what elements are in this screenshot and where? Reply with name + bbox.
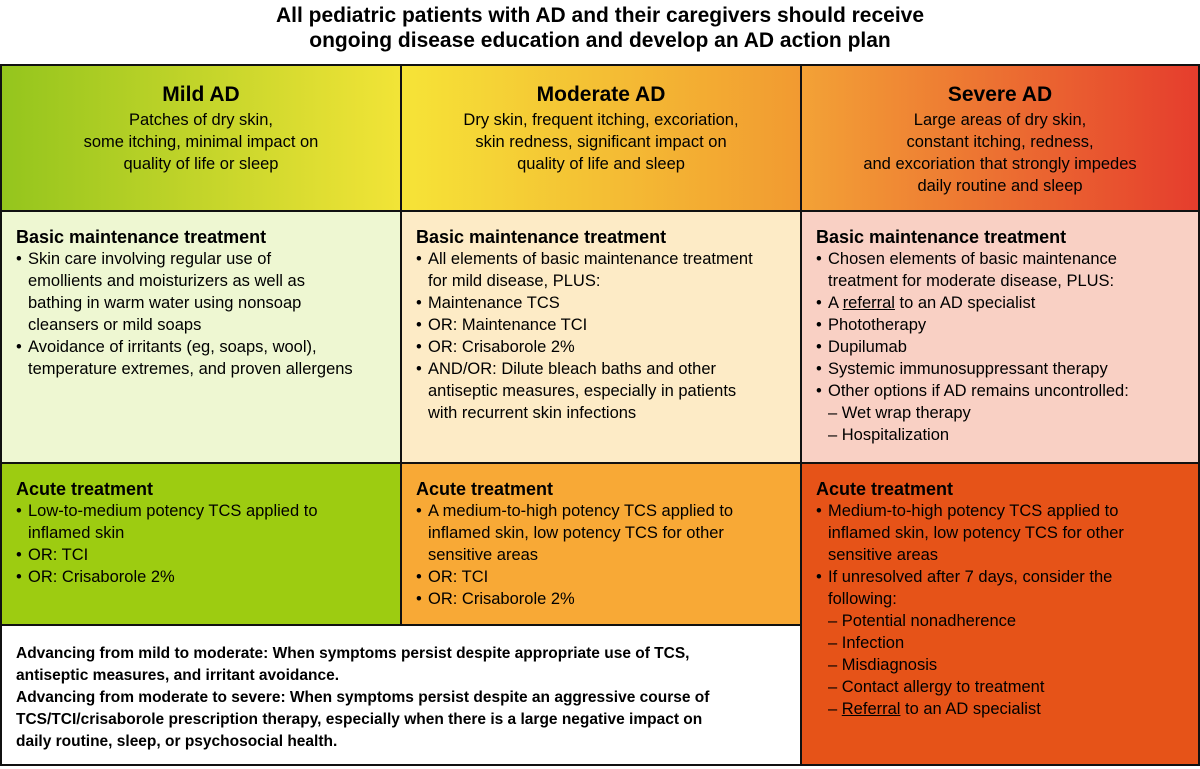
- referral-link: Referral: [841, 700, 901, 718]
- severe-heading: Severe AD: [947, 83, 1053, 106]
- moderate-maintenance-line: with recurrent skin infections: [428, 404, 637, 422]
- moderate-maintenance-list: [416, 248, 788, 424]
- severe-acute-line: following:: [828, 590, 897, 608]
- moderate-description-line: skin redness, significant impact on: [475, 133, 727, 151]
- page-title: [0, 3, 1200, 53]
- severe-acute-line: • If unresolved after 7 days, consider the: [828, 568, 1113, 586]
- moderate-acute-title: Acute treatment: [416, 479, 554, 499]
- mild-acute-line: • OR: TCI: [28, 546, 89, 564]
- mild-acute-list: [16, 500, 388, 588]
- severe-maintenance-line: • Chosen elements of basic maintenance: [828, 250, 1117, 268]
- mild-description-line: Patches of dry skin,: [129, 111, 273, 129]
- mild-acute-cell: [0, 462, 402, 626]
- moderate-maintenance-item: [416, 292, 788, 314]
- severe-acute-item: [816, 676, 1186, 698]
- severe-acute-item: [816, 698, 1186, 720]
- mild-maintenance-line: temperature extremes, and proven allergens: [28, 360, 353, 378]
- mild-acute-title: Acute treatment: [16, 479, 154, 499]
- moderate-maintenance-cell: [400, 210, 802, 464]
- moderate-description-line: Dry skin, frequent itching, excoriation,: [463, 111, 739, 129]
- severe-acute-item: [816, 566, 1186, 610]
- severe-acute-text: –: [828, 700, 842, 718]
- moderate-maintenance-item: [416, 336, 788, 358]
- mild-description-line: some itching, minimal impact on: [83, 133, 319, 151]
- moderate-acute-line: • A medium-to-high potency TCS applied to: [428, 502, 734, 520]
- mild-maintenance-item: [16, 336, 388, 380]
- severe-maintenance-line: • Other options if AD remains uncontrolled:: [828, 382, 1129, 400]
- treatment-grid: [0, 64, 1200, 766]
- severe-maintenance-line: treatment for moderate disease, PLUS:: [828, 272, 1115, 290]
- mild-heading: Mild AD: [162, 83, 240, 106]
- severe-maintenance-item: [816, 248, 1186, 292]
- severe-acute-line: • Medium-to-high potency TCS applied to: [828, 502, 1119, 520]
- advancing-line: TCS/TCI/crisaborole prescription therapy, especially when there is a large negative impact on: [16, 711, 703, 728]
- severe-maintenance-item: [816, 358, 1186, 380]
- moderate-acute-line: • OR: TCI: [428, 568, 489, 586]
- moderate-acute-item: [416, 500, 788, 566]
- moderate-acute-cell: [400, 462, 802, 626]
- advancing-line: antiseptic measures, and irritant avoidance.: [16, 667, 340, 684]
- moderate-ad-header: [400, 64, 802, 212]
- mild-acute-item: [16, 566, 388, 588]
- moderate-acute-line: sensitive areas: [428, 546, 539, 564]
- severe-acute-line: – Contact allergy to treatment: [828, 678, 1045, 696]
- moderate-maintenance-item: [416, 248, 788, 292]
- severe-acute-text: to an AD specialist: [900, 700, 1041, 718]
- moderate-maintenance-line: antiseptic measures, especially in patients: [428, 382, 737, 400]
- severe-maintenance-text: to an AD specialist: [894, 294, 1036, 312]
- moderate-acute-line: inflamed skin, low potency TCS for other: [428, 524, 724, 542]
- severe-ad-header: [800, 64, 1200, 212]
- severe-maintenance-line: – Hospitalization: [828, 426, 950, 444]
- title-line-1: All pediatric patients with AD and their caregivers should receive: [275, 4, 925, 27]
- moderate-maintenance-line: for mild disease, PLUS:: [428, 272, 601, 290]
- moderate-maintenance-line: • OR: Crisaborole 2%: [428, 338, 575, 356]
- severe-maintenance-line: • Systemic immunosuppressant therapy: [828, 360, 1108, 378]
- moderate-heading: Moderate AD: [536, 83, 666, 106]
- moderate-description-line: quality of life and sleep: [517, 155, 685, 173]
- severe-maintenance-cell: [800, 210, 1200, 464]
- severe-acute-item: [816, 632, 1186, 654]
- severe-acute-line: – Misdiagnosis: [828, 656, 938, 674]
- severe-maintenance-item: [816, 380, 1186, 402]
- mild-maintenance-line: cleansers or mild soaps: [28, 316, 202, 334]
- moderate-acute-item: [416, 566, 788, 588]
- severe-acute-line: inflamed skin, low potency TCS for other: [828, 524, 1124, 542]
- severe-maintenance-item: [816, 314, 1186, 336]
- title-line-2: ongoing disease education and develop an AD action plan: [309, 29, 891, 52]
- mild-acute-line: inflamed skin: [28, 524, 125, 542]
- mild-maintenance-cell: [0, 210, 402, 464]
- severe-maintenance-item: [816, 292, 1186, 314]
- severe-acute-cell: [800, 462, 1200, 766]
- moderate-acute-item: [416, 588, 788, 610]
- mild-maintenance-line: • Skin care involving regular use of: [28, 250, 272, 268]
- advancing-line: Advancing from mild to moderate: When symptoms persist despite appropriate use of TCS,: [16, 645, 690, 662]
- severe-maintenance-list: [816, 248, 1186, 446]
- severe-description-line: constant itching, redness,: [906, 133, 1094, 151]
- mild-maintenance-list: [16, 248, 388, 380]
- mild-acute-line: • OR: Crisaborole 2%: [28, 568, 175, 586]
- severe-description-line: Large areas of dry skin,: [913, 111, 1087, 129]
- moderate-maintenance-line: • Maintenance TCS: [428, 294, 560, 312]
- severe-maintenance-item: [816, 402, 1186, 424]
- mild-acute-line: • Low-to-medium potency TCS applied to: [28, 502, 318, 520]
- severe-maintenance-title: Basic maintenance treatment: [816, 227, 1067, 247]
- severe-description-line: daily routine and sleep: [917, 177, 1083, 195]
- advancing-line: daily routine, sleep, or psychosocial health.: [16, 733, 338, 750]
- severe-acute-line: – Potential nonadherence: [828, 612, 1017, 630]
- severe-acute-item: [816, 654, 1186, 676]
- severe-acute-item: [816, 610, 1186, 632]
- mild-maintenance-line: emollients and moisturizers as well as: [28, 272, 305, 290]
- severe-maintenance-item: [816, 336, 1186, 358]
- severe-maintenance-line: – Wet wrap therapy: [828, 404, 971, 422]
- moderate-acute-line: • OR: Crisaborole 2%: [428, 590, 575, 608]
- moderate-maintenance-item: [416, 358, 788, 424]
- mild-maintenance-line: • Avoidance of irritants (eg, soaps, wool),: [28, 338, 317, 356]
- mild-acute-item: [16, 544, 388, 566]
- moderate-acute-list: [416, 500, 788, 610]
- severe-acute-item: [816, 500, 1186, 566]
- mild-maintenance-item: [16, 248, 388, 336]
- mild-ad-header: [0, 64, 402, 212]
- advancing-note: [0, 624, 802, 766]
- moderate-maintenance-line: • AND/OR: Dilute bleach baths and other: [428, 360, 716, 378]
- referral-link: referral: [842, 294, 895, 312]
- severe-acute-line: sensitive areas: [828, 546, 939, 564]
- moderate-maintenance-line: • OR: Maintenance TCI: [428, 316, 588, 334]
- severe-acute-list: [816, 500, 1186, 720]
- severe-maintenance-line: • Phototherapy: [828, 316, 927, 334]
- severe-maintenance-line: • Dupilumab: [828, 338, 907, 356]
- mild-acute-item: [16, 500, 388, 544]
- mild-description-line: quality of life or sleep: [123, 155, 279, 173]
- severe-acute-title: Acute treatment: [816, 479, 954, 499]
- severe-description-line: and excoriation that strongly impedes: [863, 155, 1137, 173]
- moderate-maintenance-item: [416, 314, 788, 336]
- severe-acute-line: – Infection: [828, 634, 905, 652]
- moderate-maintenance-line: • All elements of basic maintenance treatment: [428, 250, 753, 268]
- advancing-line: Advancing from moderate to severe: When symptoms persist despite an aggressive course of: [16, 689, 710, 706]
- severe-maintenance-item: [816, 424, 1186, 446]
- mild-maintenance-line: bathing in warm water using nonsoap: [28, 294, 302, 312]
- severe-maintenance-text: A: [828, 294, 843, 312]
- moderate-maintenance-title: Basic maintenance treatment: [416, 227, 667, 247]
- mild-maintenance-title: Basic maintenance treatment: [16, 227, 267, 247]
